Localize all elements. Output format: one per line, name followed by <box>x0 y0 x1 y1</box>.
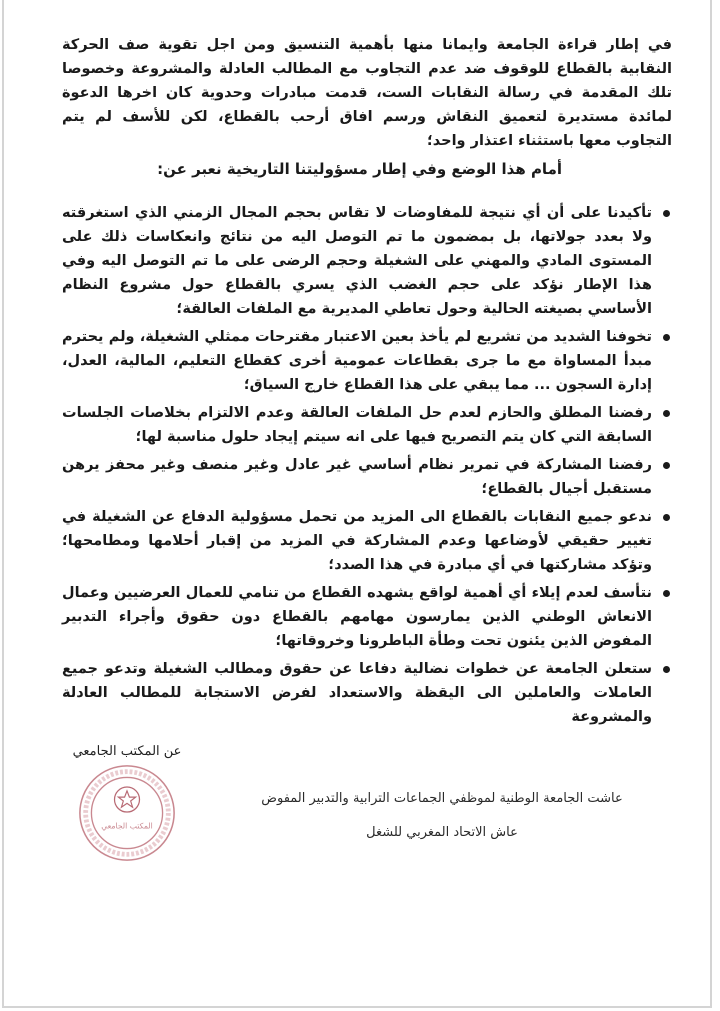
list-item-text: تخوفنا الشديد من تشريع لم يأخذ بعين الاعتبار مقترحات ممثلي الشغيلة، ولم يحترم مبدأ المساواة مع ما جرى بقطاعات عمومية أخرى كقطاع التعليم، المالية، العدل، إدارة السجون ... مما يبقي على هذا القطاع خارج السياق؛ <box>62 329 652 393</box>
signature-label: عن المكتب الجامعي <box>72 744 182 759</box>
bullet-icon <box>663 462 670 469</box>
stamp-text-band <box>86 772 169 855</box>
list-item <box>62 581 672 653</box>
closing-line-federation: عاشت الجامعة الوطنية لموظفي الجماعات الترابية والتدبير المفوض <box>261 791 623 806</box>
star-emblem-icon <box>118 791 135 807</box>
bullet-icon <box>663 410 670 417</box>
stamp-inner-ring <box>91 777 162 848</box>
list-item <box>62 401 672 449</box>
bullet-icon <box>663 666 670 673</box>
list-item-text: ندعو جميع النقابات بالقطاع الى المزيد من تحمل مسؤولية الدفاع عن الشغيلة في تغيير حقيقي لأوضاعها وعدم المشاركة في المزيد من إقبار أحلامها ومطامحها؛ وتؤكد مشاركتها في أي مبادرة في هذا الصدد؛ <box>62 509 652 573</box>
closing-lines <box>212 789 672 857</box>
official-stamp <box>77 763 177 863</box>
bullet-icon <box>663 334 670 341</box>
document-footer <box>62 743 672 883</box>
bullet-icon <box>663 210 670 217</box>
intro-paragraph: في إطار قراءة الجامعة وايمانا منها بأهمية التنسيق ومن اجل تقوية صف الحركة النقابية بالقطاع للوقوف ضد عدم التجاوب مع المطالب العادلة والمشروعة وخصوصا تلك المقدمة في رسالة النقابات الست، قدمت مبادرات وحدوية كان اخرها الدعوة لمائدة مستديرة لتعميق النقاش ورسم افاق أرحب بالقطاع، لكن للأسف لم يتم التجاوب معها باستثناء اعتذار واحد؛ <box>62 37 672 149</box>
stamp-center-text: المكتب الجامعي <box>101 821 153 831</box>
points-list <box>62 201 672 729</box>
list-item <box>62 505 672 577</box>
list-item-text: تأكيدنا على أن أي نتيجة للمفاوضات لا تقاس بحجم المجال الزمني الذي استغرقته ولا بعدد جولاتها، بل بمضمون ما تم التوصل اليه من نتائج وانعكاسات ذلك على المستوى المادي والمهني على الشغيلة وحجم الرضى على ما تم التوصل اليه وفي هذا الإطار نؤكد على حجم الغضب الذي يسري بالقطاع حول مشروع النظام الأساسي بصيغته الحالية وحول تعاطي المديرية مع الملفات العالقة؛ <box>62 205 652 317</box>
list-item-text: رفضنا المشاركة في تمرير نظام أساسي غير عادل وغير منصف وغير محفز يرهن مستقبل أجيال بالقطاع؛ <box>62 457 652 497</box>
list-item <box>62 201 672 321</box>
list-item-text: ستعلن الجامعة عن خطوات نضالية دفاعا عن حقوق ومطالب الشغيلة وتدعو جميع العاملات والعاملين الى اليقظة والاستعداد لفرض الاستجابة للمطالب العادلة والمشروعة <box>62 661 652 725</box>
document-page <box>2 0 712 1008</box>
closing-line-union: عاش الاتحاد المغربي للشغل <box>366 825 518 840</box>
section-heading: أمام هذا الوضع وفي إطار مسؤوليتنا التاريخية نعبر عن: <box>157 160 562 178</box>
list-item-text: رفضنا المطلق والحازم لعدم حل الملفات العالقة وعدم الالتزام بخلاصات الجلسات السابقة التي كان يتم التصريح فيها على انه سيتم إيجاد حلول مناسبة لها؛ <box>62 405 652 445</box>
bullet-icon <box>663 590 670 597</box>
signature-block <box>62 743 192 863</box>
bullet-icon <box>663 514 670 521</box>
stamp-outer-ring <box>80 766 174 860</box>
list-item <box>62 657 672 729</box>
list-item <box>62 325 672 397</box>
list-item-text: نتأسف لعدم إيلاء أي أهمية لواقع يشهده القطاع من تنامي للعمال العرضيين وعمال الانعاش الوطني الذين يمارسون مهامهم بالقطاع دون حقوق وأجراء التدبير المفوض الذين يئنون تحت وطأة الباطرونا وخروقاتها؛ <box>62 585 652 649</box>
list-item <box>62 453 672 501</box>
